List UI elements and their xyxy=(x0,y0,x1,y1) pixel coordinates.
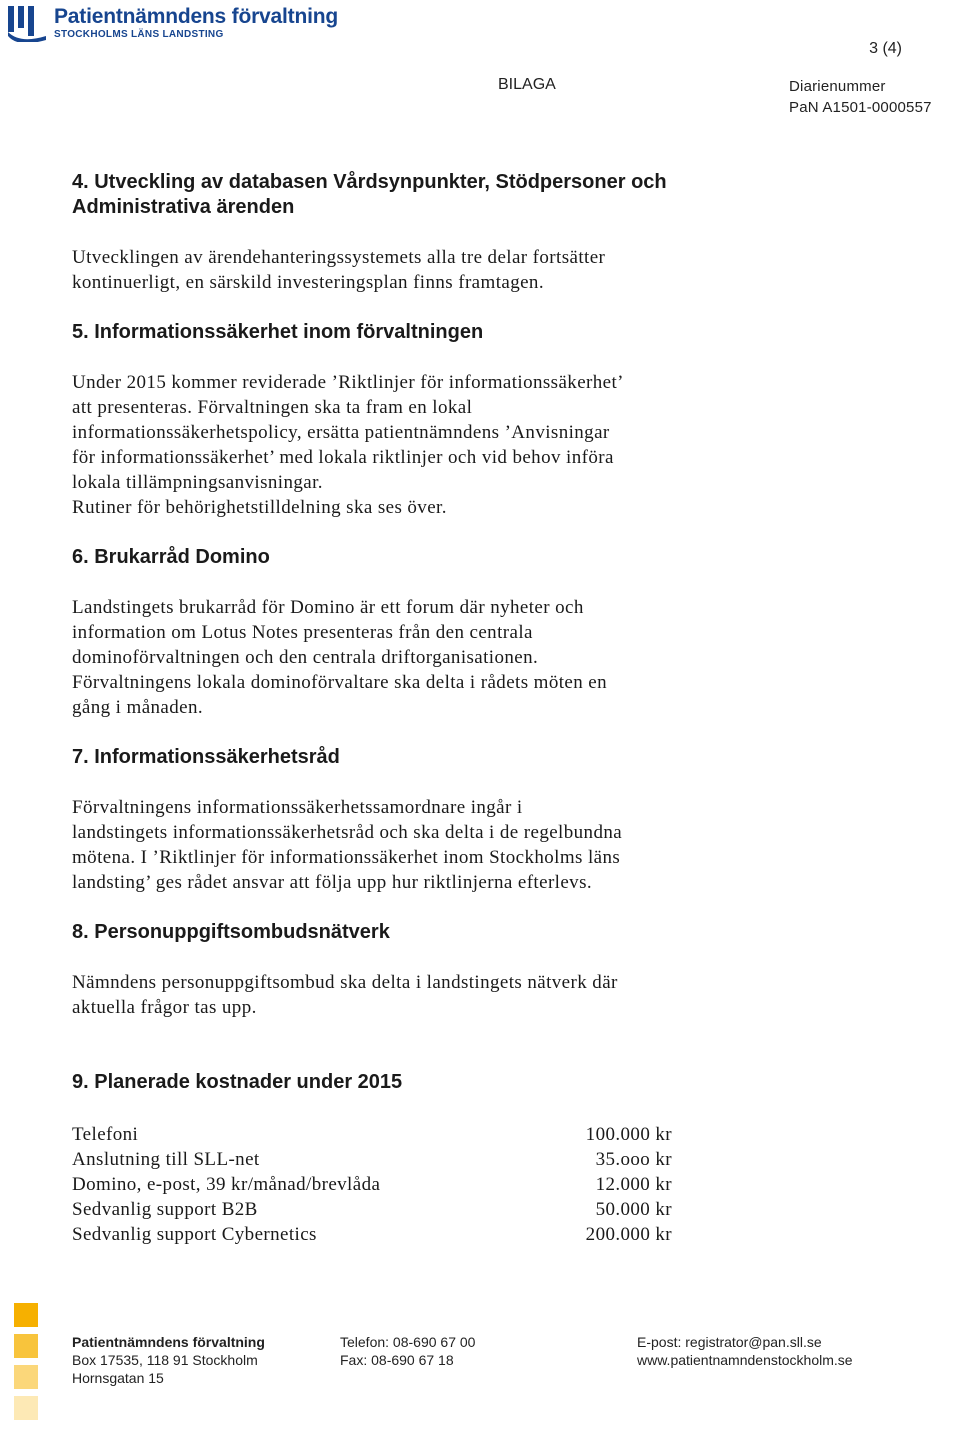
cost-label: Domino, e-post, 39 kr/månad/brevlåda xyxy=(72,1174,381,1195)
cost-amount: 12.000 kr xyxy=(595,1174,672,1195)
page-number: 3 (4) xyxy=(869,40,902,57)
cost-label: Sedvanlig support B2B xyxy=(72,1199,258,1220)
cost-amount: 50.000 kr xyxy=(595,1199,672,1220)
section-5-line1: Under 2015 kommer reviderade ’Riktlinjer för informationssäkerhet’ xyxy=(72,372,624,393)
section-6-line1: Landstingets brukarråd för Domino är ett forum där nyheter och xyxy=(72,597,584,618)
section-5-title: 5. Informationssäkerhet inom förvaltningen xyxy=(72,321,484,343)
footer-phone-block xyxy=(340,1333,475,1369)
diarie-block xyxy=(789,76,932,118)
cost-row xyxy=(72,1147,692,1172)
section-4-line1: Utvecklingen av ärendehanteringssystemets alla tre delar fortsätter xyxy=(72,247,606,268)
section-5-line6: Rutiner för behörighetstilldelning ska ses över. xyxy=(72,497,447,518)
section-8-line2: aktuella frågor tas upp. xyxy=(72,997,257,1018)
section-4 xyxy=(72,170,762,295)
org-logo xyxy=(6,4,338,44)
cost-row xyxy=(72,1122,692,1147)
section-6-line3: dominoförvaltningen och den centrala driftorganisationen. xyxy=(72,647,539,668)
diarie-label: Diarienummer xyxy=(789,78,886,95)
section-5-line3: informationssäkerhetspolicy, ersätta patientnämndens ’Anvisningar xyxy=(72,422,610,443)
document-body xyxy=(72,170,762,1095)
section-5-line5: lokala tillämpningsanvisningar. xyxy=(72,472,323,493)
section-6-line2: information om Lotus Notes presenteras från den centrala xyxy=(72,622,533,643)
cost-amount: 200.000 kr xyxy=(585,1224,672,1245)
cost-amount: 100.000 kr xyxy=(585,1124,672,1145)
section-5-line2: att presenteras. Förvaltningen ska ta fram en lokal xyxy=(72,397,473,418)
cost-row xyxy=(72,1222,692,1247)
section-6-line4: Förvaltningens lokala dominoförvaltare ska delta i rådets möten en xyxy=(72,672,608,693)
cost-row xyxy=(72,1172,692,1197)
org-name: Patientnämndens förvaltning xyxy=(54,5,338,28)
section-7-title: 7. Informationssäkerhetsråd xyxy=(72,746,340,768)
bilaga-label: BILAGA xyxy=(498,76,556,93)
section-7-line4: landsting’ ges rådet ansvar att följa upp hur riktlinjerna efterlevs. xyxy=(72,872,593,893)
footer-phone: Telefon: 08-690 67 00 xyxy=(340,1334,476,1350)
section-4-title-line1: 4. Utveckling av databasen Vårdsynpunkter, Stödpersoner och xyxy=(72,171,667,193)
cost-label: Sedvanlig support Cybernetics xyxy=(72,1224,317,1245)
section-7 xyxy=(72,745,762,895)
footer-contact-block xyxy=(637,1333,853,1369)
footer-email[interactable]: E-post: registrator@pan.sll.se xyxy=(637,1334,822,1350)
section-4-title xyxy=(72,170,762,220)
footer-decoration xyxy=(14,1303,38,1427)
footer-org: Patientnämndens förvaltning xyxy=(72,1334,265,1350)
footer-address xyxy=(72,1333,265,1387)
cost-label: Anslutning till SLL-net xyxy=(72,1149,260,1170)
section-7-line3: mötena. I ’Riktlinjer för informationssäkerhet inom Stockholms läns xyxy=(72,847,621,868)
sll-logo-icon xyxy=(6,4,48,42)
section-8-title: 8. Personuppgiftsombudsnätverk xyxy=(72,921,390,943)
org-subtitle: STOCKHOLMS LÄNS LANDSTING xyxy=(54,29,224,40)
footer-square-icon xyxy=(14,1303,38,1327)
section-6 xyxy=(72,545,762,720)
section-6-title: 6. Brukarråd Domino xyxy=(72,546,270,568)
footer-web[interactable]: www.patientnamndenstockholm.se xyxy=(637,1352,853,1368)
footer-square-icon xyxy=(14,1365,38,1389)
footer-square-icon xyxy=(14,1396,38,1420)
section-8 xyxy=(72,920,762,1020)
section-8-line1: Nämndens personuppgiftsombud ska delta i landstingets nätverk där xyxy=(72,972,618,993)
section-4-line2: kontinuerligt, en särskild investeringsplan finns framtagen. xyxy=(72,272,544,293)
diarie-number: PaN A1501-0000557 xyxy=(789,99,932,116)
cost-amount: 35.ooo kr xyxy=(595,1149,672,1170)
section-7-line1: Förvaltningens informationssäkerhetssamordnare ingår i xyxy=(72,797,523,818)
cost-label: Telefoni xyxy=(72,1124,139,1145)
footer-box: Box 17535, 118 91 Stockholm xyxy=(72,1352,258,1368)
cost-table xyxy=(72,1122,692,1247)
section-5 xyxy=(72,320,762,520)
section-7-line2: landstingets informationssäkerhetsråd och ska delta i de regelbundna xyxy=(72,822,623,843)
section-5-line4: för informationssäkerhet’ med lokala riktlinjer och vid behov införa xyxy=(72,447,614,468)
section-6-line5: gång i månaden. xyxy=(72,697,204,718)
section-9-title: 9. Planerade kostnader under 2015 xyxy=(72,1071,403,1093)
section-4-title-line2: Administrativa ärenden xyxy=(72,196,295,218)
cost-row xyxy=(72,1197,692,1222)
footer-street: Hornsgatan 15 xyxy=(72,1370,164,1386)
footer-square-icon xyxy=(14,1334,38,1358)
section-9 xyxy=(72,1070,762,1095)
footer-fax: Fax: 08-690 67 18 xyxy=(340,1352,454,1368)
